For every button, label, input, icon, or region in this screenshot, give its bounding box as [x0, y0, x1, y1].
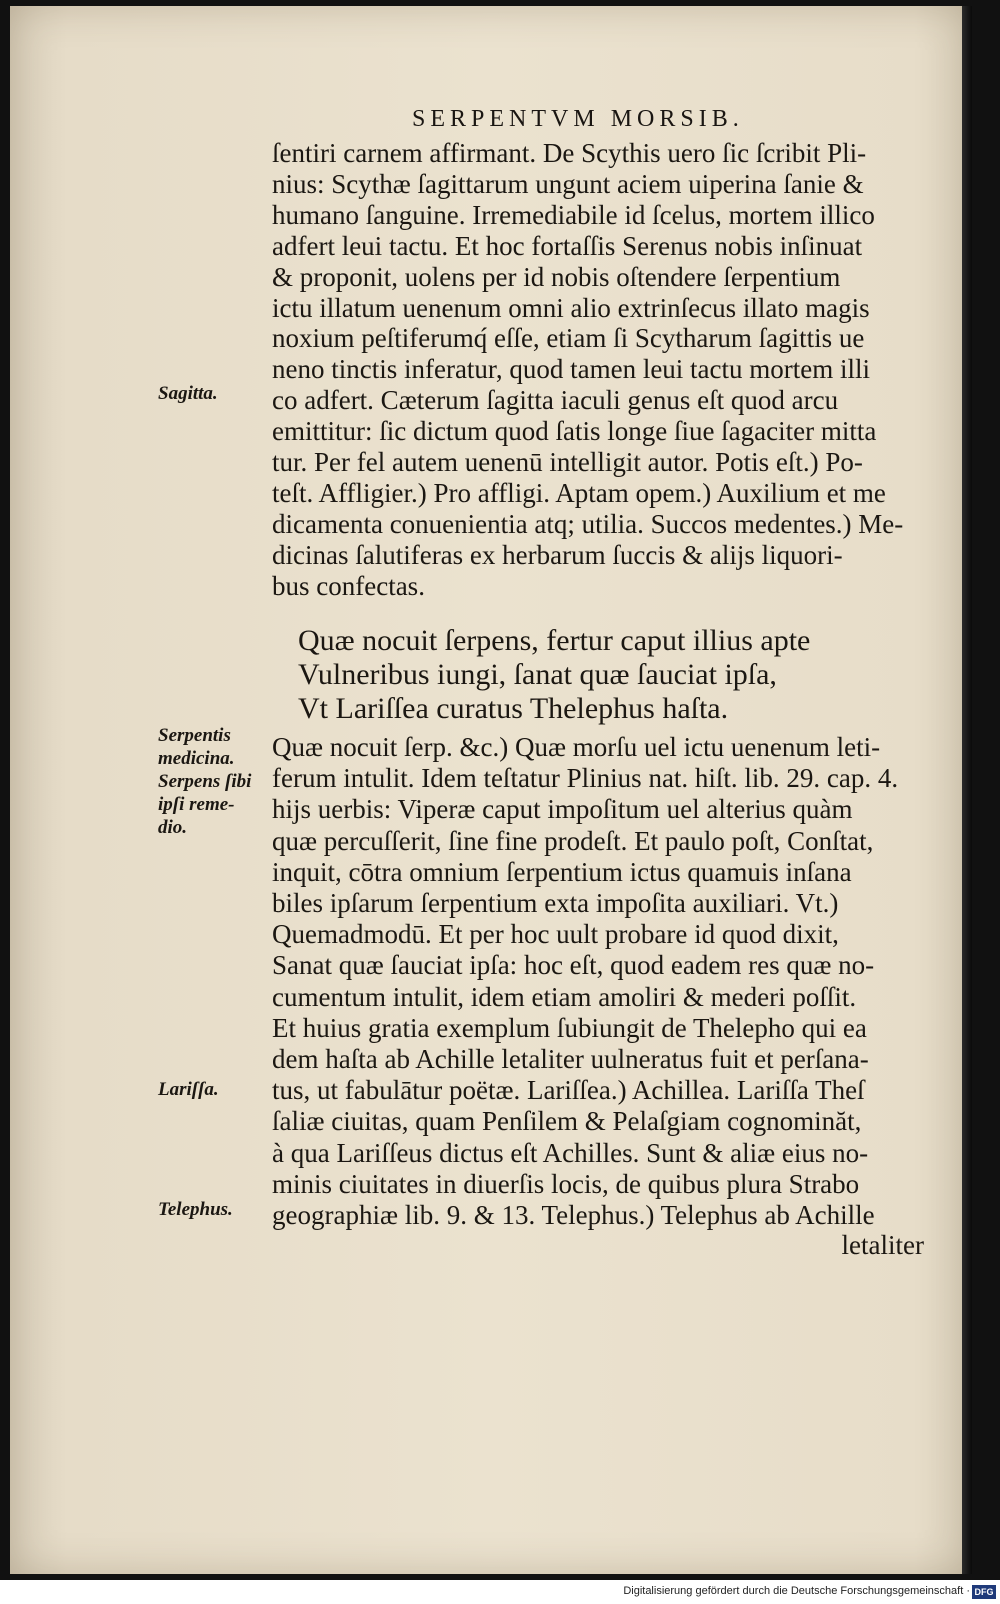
text-line: ſaliæ ciuitas, quam Penſilem & Pelaſgiam cognominăt, — [272, 1106, 862, 1137]
text-line: hijs uerbis: Viperæ caput impoſitum uel alterius quàm — [272, 794, 853, 825]
text-line: geographiæ lib. 9. & 13. Telephus.) Telephus ab Achille — [272, 1200, 875, 1231]
margin-note-line: Serpentis — [158, 725, 231, 746]
text-line: humano ſanguine. Irremediabile id ſcelus, mortem illico — [272, 199, 875, 230]
footer-bar — [0, 1582, 1000, 1604]
verse-quotation — [298, 624, 974, 726]
text-line: inquit, cōtra omnium ſerpentium ictus quamuis inſana — [272, 856, 852, 887]
footer-credit: Digitalisierung gefördert durch die Deutsche Forschungsgemeinschaft · — [623, 1585, 970, 1597]
text-line: nius: Scythæ ſagittarum ungunt aciem uiperina ſanie & — [272, 168, 864, 199]
text-line: à qua Lariſſeus dictus eſt Achilles. Sunt & aliæ eius no- — [272, 1137, 869, 1168]
text-line: tur. Per fel autem uenenū intelligit autor. Potis eſt.) Po- — [272, 447, 863, 478]
verse-line: Quæ nocuit ſerpens, fertur caput illius apte — [298, 624, 811, 657]
verse-line: Vulneribus iungi, ſanat quæ ſauciat ipſa, — [298, 658, 777, 691]
text-line: ictu illatum uenenum omni alio extrinſecus illato magis — [272, 292, 870, 323]
text-line: noxium peſtiferumq́ eſſe, etiam ſi Scytharum ſagittis ue — [272, 323, 865, 354]
text-line: co adfert. Cæterum ſagitta iaculi genus eſt quod arcu — [272, 385, 839, 416]
margin-note-sagitta: Sagitta. — [158, 383, 218, 404]
dfg-logo-icon: DFG — [972, 1585, 996, 1599]
text-line: biles ipſarum ſerpentium exta impoſita auxiliari. Vt.) — [272, 888, 839, 919]
text-line: Quæ nocuit ſerp. &c.) Quæ morſu uel ictu uenenum leti- — [272, 732, 881, 762]
paragraph-2 — [272, 732, 948, 1231]
text-line: tus, ut fabulātur poëtæ. Lariſſea.) Achillea. Lariſſa Theſ — [272, 1075, 865, 1106]
text-line: quæ percuſſerit, ſine fine prodeſt. Et paulo poſt, Conſtat, — [272, 825, 874, 856]
text-line: emittitur: ſic dictum quod ſatis longe ſiue ſagaciter mitta — [272, 416, 877, 447]
text-line: Et huius gratia exemplum ſubiungit de Thelepho qui ea — [272, 1012, 867, 1043]
paragraph-1 — [272, 138, 948, 602]
text-line: minis ciuitates in diuerſis locis, de quibus plura Strabo — [272, 1168, 860, 1199]
margin-note-line: medicina. — [158, 748, 235, 769]
text-line: bus confectas. — [272, 570, 425, 601]
margin-note-line: ipſi reme- — [158, 794, 235, 815]
text-line: neno tinctis inferatur, quod tamen leui tactu mortem illi — [272, 354, 871, 385]
text-line: ſentiri carnem affirmant. De Scythis uero ſic ſcribit Pli- — [272, 138, 867, 168]
book-spine — [962, 6, 972, 1574]
margin-note-telephus: Telephus. — [158, 1199, 233, 1220]
text-line: cumentum intulit, idem etiam amoliri & mederi poſſit. — [272, 981, 857, 1012]
margin-note-line: dio. — [158, 817, 188, 838]
text-line: dem haſta ab Achille letaliter uulneratus fuit et perſana- — [272, 1044, 869, 1075]
text-line: ferum intulit. Idem teſtatur Plinius nat. hiſt. lib. 29. cap. 4. — [272, 763, 899, 794]
verse-line: Vt Lariſſea curatus Thelephus haſta. — [298, 692, 729, 725]
text-line: Sanat quæ ſauciat ipſa: hoc eſt, quod eadem res quæ no- — [272, 950, 875, 981]
margin-note-line: Serpens ſibi — [158, 771, 252, 792]
margin-note-larissa: Lariſſa. — [158, 1079, 219, 1100]
text-line: dicamenta conuenientia atq; utilia. Succos medentes.) Me- — [272, 508, 904, 539]
running-head: SERPENTVM MORSIB. — [412, 106, 744, 132]
text-line: & proponit, uolens per id nobis oſtendere ſerpentium — [272, 261, 841, 292]
catchword: letaliter — [841, 1230, 924, 1260]
text-line: adfert leui tactu. Et hoc fortaſſis Serenus nobis inſinuat — [272, 230, 863, 261]
margin-note-serpentis — [158, 724, 251, 839]
text-line: teſt. Affligier.) Pro affligi. Aptam opem.) Auxilium et me — [272, 477, 886, 508]
text-line: Quemadmodū. Et per hoc uult probare id quod dixit, — [272, 919, 839, 950]
text-line: dicinas ſalutiferas ex herbarum ſuccis & alijs liquori- — [272, 539, 843, 570]
